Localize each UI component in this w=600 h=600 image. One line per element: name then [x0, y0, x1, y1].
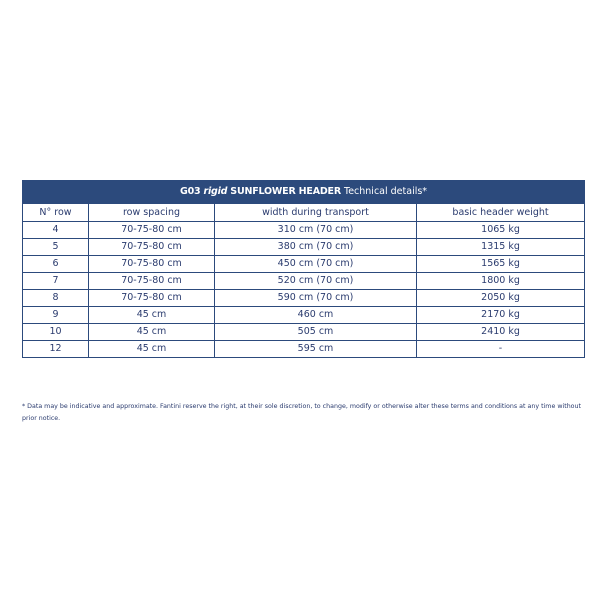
cell-row-spacing: 70-75-80 cm [89, 256, 215, 273]
title-type: rigid [203, 186, 228, 197]
title-suffix: Technical details* [344, 186, 428, 197]
table-row [23, 341, 585, 358]
column-header: width during transport [215, 204, 417, 222]
cell-weight: 2170 kg [417, 307, 585, 324]
cell-n-row: 6 [23, 256, 89, 273]
cell-n-row: 7 [23, 273, 89, 290]
cell-row-spacing: 45 cm [89, 324, 215, 341]
cell-width-transport: 505 cm [215, 324, 417, 341]
cell-n-row: 9 [23, 307, 89, 324]
cell-width-transport: 450 cm (70 cm) [215, 256, 417, 273]
cell-width-transport: 595 cm [215, 341, 417, 358]
column-header: N° row [23, 204, 89, 222]
column-header: row spacing [89, 204, 215, 222]
cell-width-transport: 520 cm (70 cm) [215, 273, 417, 290]
cell-width-transport: 460 cm [215, 307, 417, 324]
table-row [23, 290, 585, 307]
cell-weight: 2050 kg [417, 290, 585, 307]
cell-row-spacing: 70-75-80 cm [89, 290, 215, 307]
cell-n-row: 4 [23, 222, 89, 239]
technical-details-table [22, 180, 585, 358]
cell-weight: 2410 kg [417, 324, 585, 341]
cell-width-transport: 590 cm (70 cm) [215, 290, 417, 307]
cell-row-spacing: 45 cm [89, 341, 215, 358]
cell-weight: 1800 kg [417, 273, 585, 290]
table-row [23, 239, 585, 256]
cell-n-row: 10 [23, 324, 89, 341]
table-row [23, 222, 585, 239]
cell-row-spacing: 70-75-80 cm [89, 239, 215, 256]
cell-width-transport: 310 cm (70 cm) [215, 222, 417, 239]
table-row [23, 307, 585, 324]
cell-weight: 1315 kg [417, 239, 585, 256]
table-title [23, 181, 585, 204]
cell-weight: 1065 kg [417, 222, 585, 239]
title-name: SUNFLOWER HEADER [230, 186, 341, 197]
cell-weight: 1565 kg [417, 256, 585, 273]
cell-row-spacing: 45 cm [89, 307, 215, 324]
disclaimer-footnote: * Data may be indicative and approximate. Fantini reserve the right, at their sole discretion, to change, modify or otherwise alter these terms and conditions at any time without prior notice. [22, 403, 581, 422]
title-model: G03 [180, 186, 201, 197]
table-row [23, 324, 585, 341]
column-header: basic header weight [417, 204, 585, 222]
cell-n-row: 12 [23, 341, 89, 358]
cell-n-row: 8 [23, 290, 89, 307]
table-title-row [23, 181, 585, 204]
cell-row-spacing: 70-75-80 cm [89, 273, 215, 290]
column-header-row [23, 204, 585, 222]
table-row [23, 273, 585, 290]
cell-row-spacing: 70-75-80 cm [89, 222, 215, 239]
cell-width-transport: 380 cm (70 cm) [215, 239, 417, 256]
cell-n-row: 5 [23, 239, 89, 256]
cell-weight: - [417, 341, 585, 358]
table-row [23, 256, 585, 273]
